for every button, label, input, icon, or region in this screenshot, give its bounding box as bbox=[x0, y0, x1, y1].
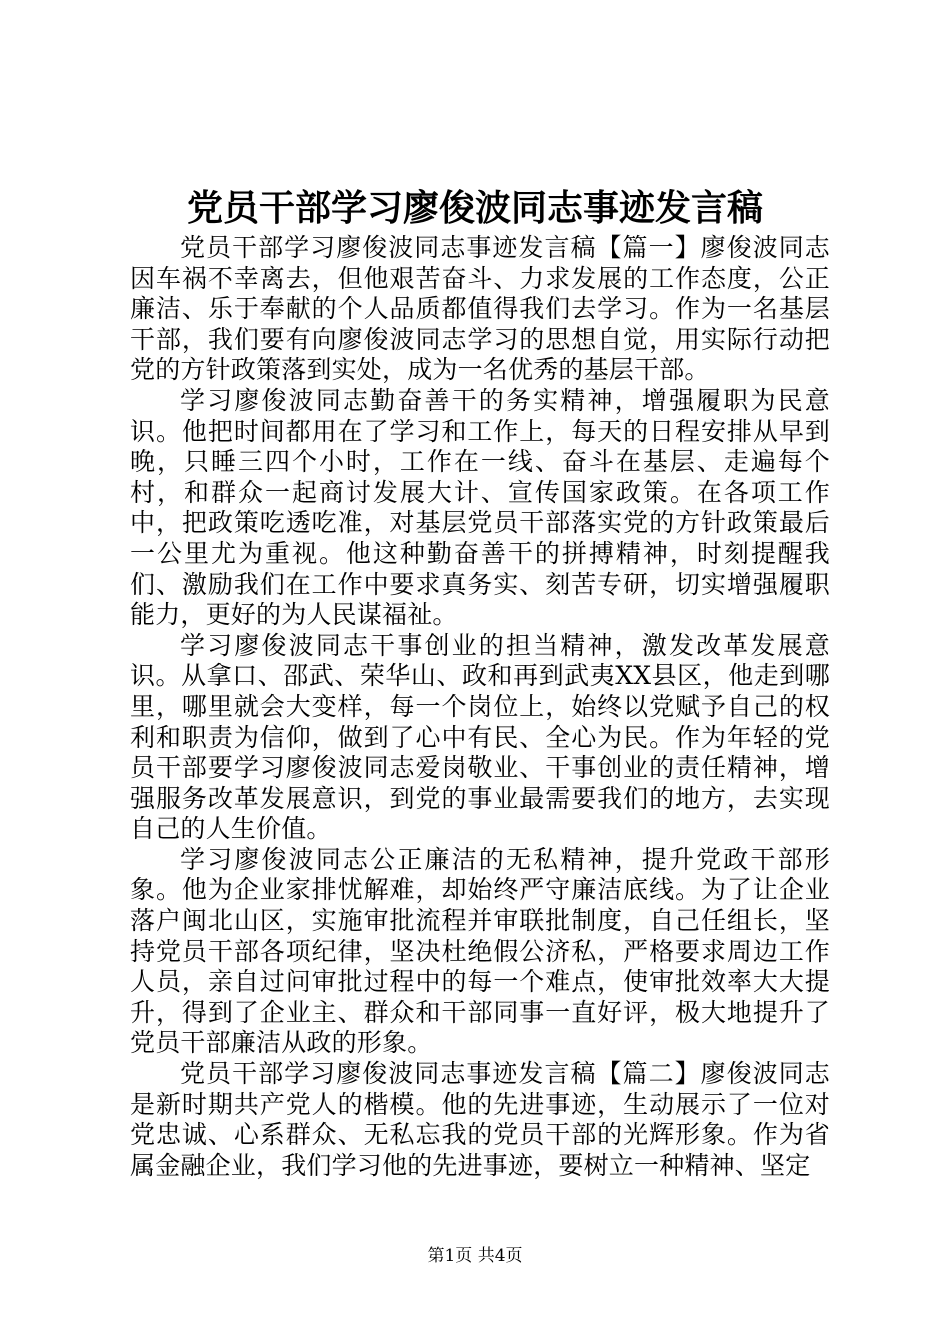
page-number-footer: 第1页 共4页 bbox=[427, 1246, 523, 1266]
document-title: 党员干部学习廖俊波同志事迹发言稿 bbox=[186, 187, 763, 229]
paragraph-2: 学习廖俊波同志勤奋善干的务实精神，增强履职为民意识。他把时间都用在了学习和工作上，每天的日程安排从早到晚，只睡三四个小时，工作在一线、奋斗在基层、走遍每个村，和群众一起商讨发展大计、宣传国家政策。在各项工作中，把政策吃透吃准，对基层党员干部落实党的方针政策最后一公里尤为重视。他这种勤奋善干的拼搏精神，时刻提醒我们、激励我们在工作中要求真务实、刻苦专研，切实增强履职能力，更好的为人民谋福祉。 bbox=[130, 385, 830, 630]
document-body bbox=[130, 233, 830, 1181]
paragraph-4: 学习廖俊波同志公正廉洁的无私精神，提升党政干部形象。他为企业家排忧解难，却始终严守廉洁底线。为了让企业落户闽北山区，实施审批流程并审联批制度，自己任组长，坚持党员干部各项纪律，坚决杜绝假公济私，严格要求周边工作人员，亲自过问审批过程中的每一个难点，使审批效率大大提升，得到了企业主、群众和干部同事一直好评，极大地提升了党员干部廉洁从政的形象。 bbox=[130, 844, 830, 1058]
paragraph-5: 党员干部学习廖俊波同志事迹发言稿【篇二】廖俊波同志是新时期共产党人的楷模。他的先进事迹，生动展示了一位对党忠诚、心系群众、无私忘我的党员干部的光辉形象。作为省属金融企业，我们学习他的先进事迹，要树立一种精神、坚定 bbox=[130, 1059, 830, 1180]
paragraph-3: 学习廖俊波同志干事创业的担当精神，激发改革发展意识。从拿口、邵武、荣华山、政和再到武夷XX县区，他走到哪里，哪里就会大变样，每一个岗位上，始终以党赋予自己的权利和职责为信仰，做到了心中有民、全心为民。作为年轻的党员干部要学习廖俊波同志爱岗敬业、干事创业的责任精神，增强服务改革发展意识，到党的事业最需要我们的地方，去实现自己的人生价值。 bbox=[130, 630, 830, 844]
paragraph-1: 党员干部学习廖俊波同志事迹发言稿【篇一】廖俊波同志因车祸不幸离去，但他艰苦奋斗、力求发展的工作态度，公正廉洁、乐于奉献的个人品质都值得我们去学习。作为一名基层干部，我们要有向廖俊波同志学习的思想自觉，用实际行动把党的方针政策落到实处，成为一名优秀的基层干部。 bbox=[130, 233, 830, 385]
